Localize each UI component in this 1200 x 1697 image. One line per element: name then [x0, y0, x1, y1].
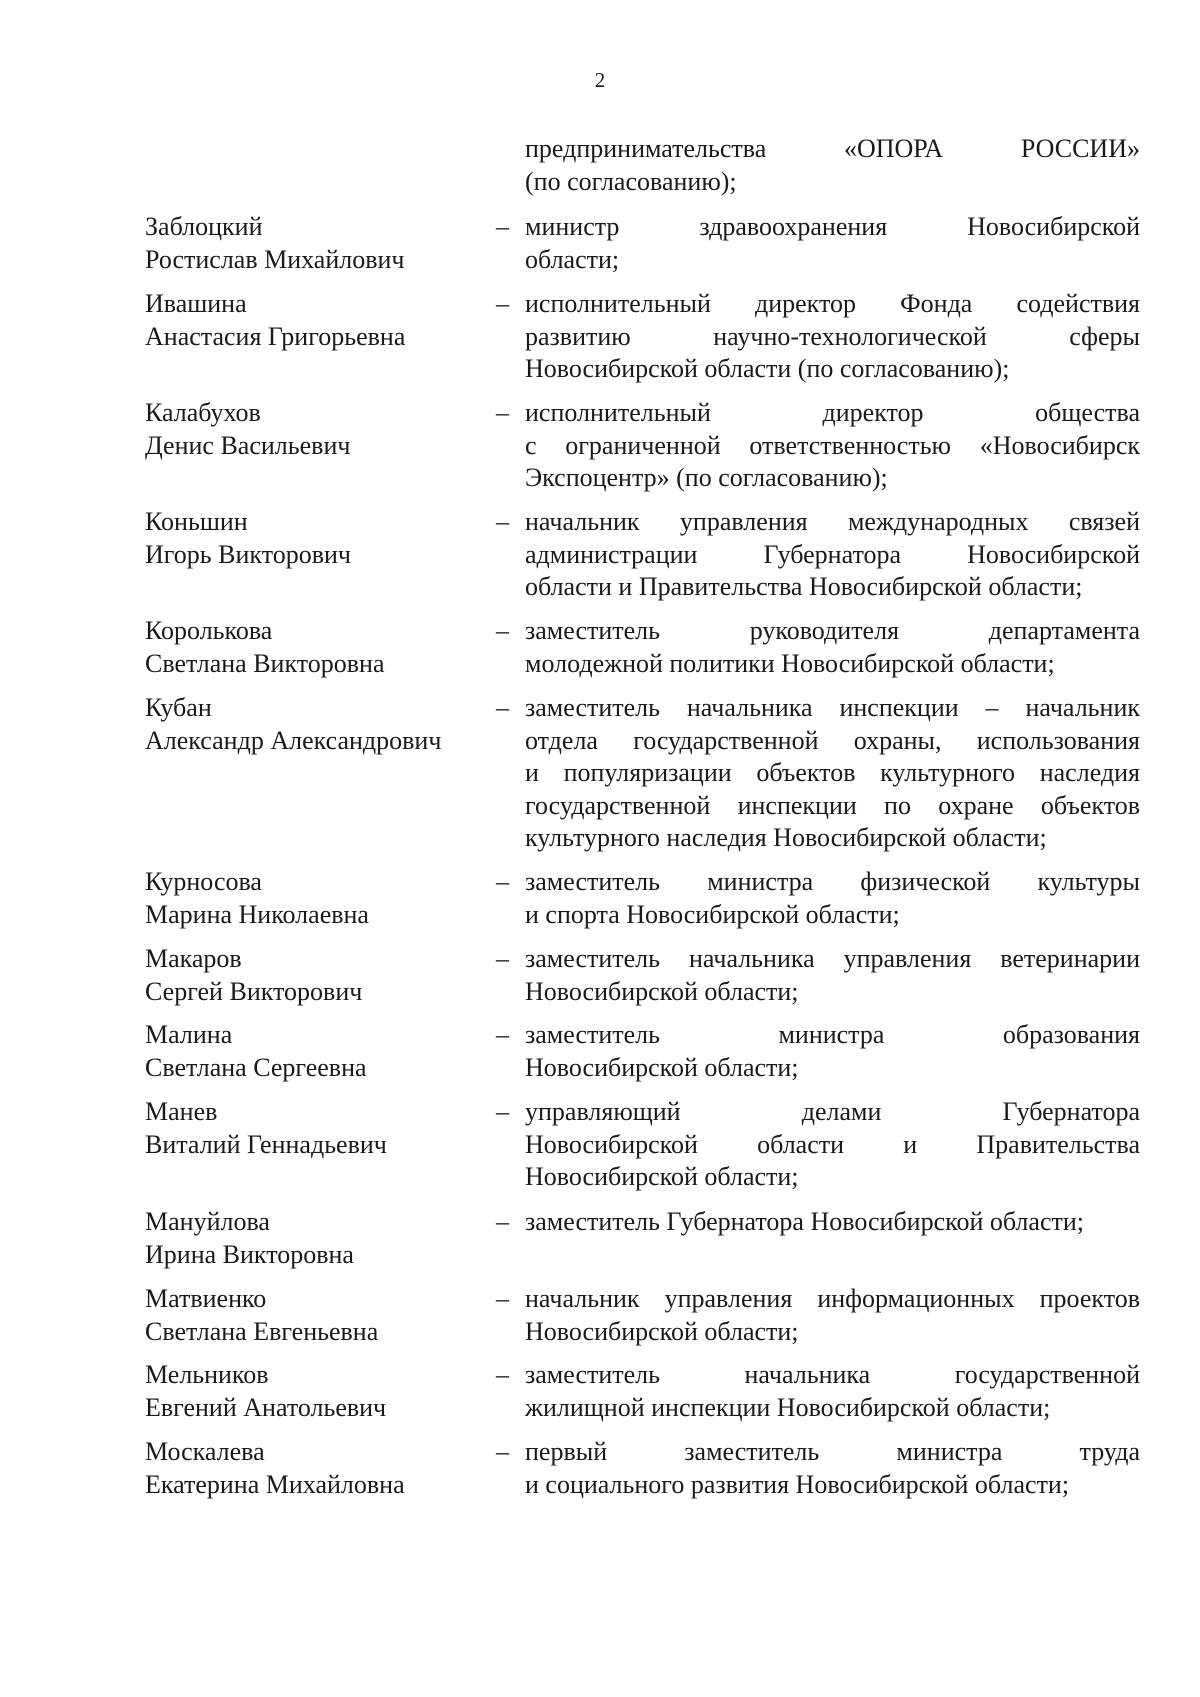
description-line: области; [525, 244, 620, 274]
description-line: заместитель министра образования [525, 1020, 1140, 1049]
member-given-names: Виталий Геннадьевич [145, 1129, 387, 1159]
description-line: государственной инспекции по охране объектов [525, 790, 1140, 820]
member-name [145, 506, 485, 571]
dash-separator: – [496, 212, 509, 241]
member-given-names: Сергей Викторович [145, 976, 363, 1006]
dash-separator: – [496, 944, 509, 973]
member-name [145, 615, 485, 680]
description-line: начальник управления информационных проектов [525, 1284, 1140, 1313]
member-position [525, 1096, 1140, 1194]
member-given-names: Ростислав Михайлович [145, 244, 405, 274]
member-position [525, 615, 1140, 680]
description-line: Новосибирской области; [525, 1316, 799, 1346]
description-line: молодежной политики Новосибирской области; [525, 648, 1055, 678]
description-line: заместитель руководителя департамента [525, 616, 1140, 645]
member-name [145, 866, 485, 931]
member-surname: Ивашина [145, 289, 247, 318]
description-line: исполнительный директор общества [525, 398, 1140, 427]
description-line: заместитель министра физической культуры [525, 867, 1140, 896]
member-name [145, 943, 485, 1008]
member-name [145, 211, 485, 276]
member-name [145, 1359, 485, 1424]
description-line: жилищной инспекции Новосибирской области; [525, 1392, 1051, 1422]
member-name [145, 1096, 485, 1161]
member-given-names: Светлана Евгеньевна [145, 1316, 379, 1346]
continuation-description [525, 133, 1140, 198]
description-line: министр здравоохранения Новосибирской [525, 212, 1140, 241]
description-line: Новосибирской области (по согласованию); [525, 354, 1010, 383]
member-given-names: Ирина Викторовна [145, 1239, 354, 1269]
member-position [525, 288, 1140, 386]
description-line: Новосибирской области; [525, 976, 799, 1006]
member-surname: Мануйлова [145, 1207, 270, 1236]
member-given-names: Денис Васильевич [145, 430, 351, 460]
member-surname: Москалева [145, 1437, 265, 1466]
dash-separator: – [496, 507, 509, 536]
dash-separator: – [496, 1020, 509, 1049]
description-line: администрации Губернатора Новосибирской [525, 539, 1140, 569]
member-surname: Мельников [145, 1360, 269, 1389]
description-line: заместитель начальника государственной [525, 1360, 1140, 1389]
member-given-names: Светлана Сергеевна [145, 1052, 367, 1082]
member-position [525, 1019, 1140, 1084]
member-given-names: Александр Александрович [145, 725, 442, 755]
member-name [145, 1019, 485, 1084]
description-line: с ограниченной ответственностью «Новосибирск [525, 430, 1140, 460]
description-line: исполнительный директор Фонда содействия [525, 289, 1140, 318]
description-line: (по согласованию); [525, 166, 737, 196]
member-surname: Малина [145, 1020, 233, 1049]
description-line: начальник управления международных связей [525, 507, 1140, 536]
member-given-names: Игорь Викторович [145, 539, 351, 569]
description-line: заместитель начальника инспекции – начальник [525, 693, 1140, 722]
member-name [145, 692, 485, 757]
description-line: Экспоцентр» (по согласованию); [525, 463, 888, 492]
description-line: развитию научно-технологической сферы [525, 321, 1140, 351]
dash-separator: – [496, 616, 509, 645]
member-name [145, 397, 485, 462]
dash-separator: – [496, 867, 509, 896]
description-line: заместитель начальника управления ветеринарии [525, 944, 1140, 973]
page-number: 2 [594, 68, 606, 92]
description-line: Новосибирской области; [525, 1162, 799, 1191]
member-position [525, 692, 1140, 855]
member-position [525, 1283, 1140, 1348]
description-line: культурного наследия Новосибирской области; [525, 823, 1047, 852]
description-line: и спорта Новосибирской области; [525, 899, 900, 929]
member-name [145, 1206, 485, 1271]
description-line: управляющий делами Губернатора [525, 1097, 1140, 1126]
dash-separator: – [496, 1437, 509, 1466]
member-name [145, 1283, 485, 1348]
member-position [525, 211, 1140, 276]
member-given-names: Светлана Викторовна [145, 648, 385, 678]
dash-separator: – [496, 693, 509, 722]
member-position [525, 1206, 1140, 1239]
member-surname: Калабухов [145, 398, 261, 427]
description-line: заместитель Губернатора Новосибирской области; [525, 1207, 1084, 1236]
member-given-names: Анастасия Григорьевна [145, 321, 406, 351]
member-surname: Курносова [145, 867, 262, 896]
member-surname: Заблоцкий [145, 212, 263, 241]
description-line: и социального развития Новосибирской области; [525, 1469, 1070, 1499]
member-position [525, 1436, 1140, 1501]
dash-separator: – [496, 1360, 509, 1389]
member-surname: Королькова [145, 616, 273, 645]
member-position [525, 506, 1140, 604]
member-position [525, 397, 1140, 495]
member-name [145, 1436, 485, 1501]
member-position [525, 943, 1140, 1008]
description-line: области и Правительства Новосибирской области; [525, 572, 1083, 601]
dash-separator: – [496, 1207, 509, 1236]
member-surname: Кубан [145, 693, 212, 722]
member-surname: Макаров [145, 944, 242, 973]
dash-separator: – [496, 289, 509, 318]
member-given-names: Марина Николаевна [145, 899, 369, 929]
member-given-names: Екатерина Михайловна [145, 1469, 405, 1499]
dash-separator: – [496, 398, 509, 427]
dash-separator: – [496, 1284, 509, 1313]
description-line: отдела государственной охраны, использования [525, 725, 1140, 755]
member-surname: Матвиенко [145, 1284, 267, 1313]
description-line: предпринимательства «ОПОРА РОССИИ» [525, 134, 1140, 163]
member-surname: Коньшин [145, 507, 248, 536]
description-line: Новосибирской области; [525, 1052, 799, 1082]
description-line: и популяризации объектов культурного наследия [525, 758, 1140, 787]
member-given-names: Евгений Анатольевич [145, 1392, 387, 1422]
member-surname: Манев [145, 1097, 218, 1126]
description-line: Новосибирской области и Правительства [525, 1129, 1140, 1159]
description-line: первый заместитель министра труда [525, 1437, 1140, 1466]
member-name [145, 288, 485, 353]
member-position [525, 1359, 1140, 1424]
member-position [525, 866, 1140, 931]
dash-separator: – [496, 1097, 509, 1126]
